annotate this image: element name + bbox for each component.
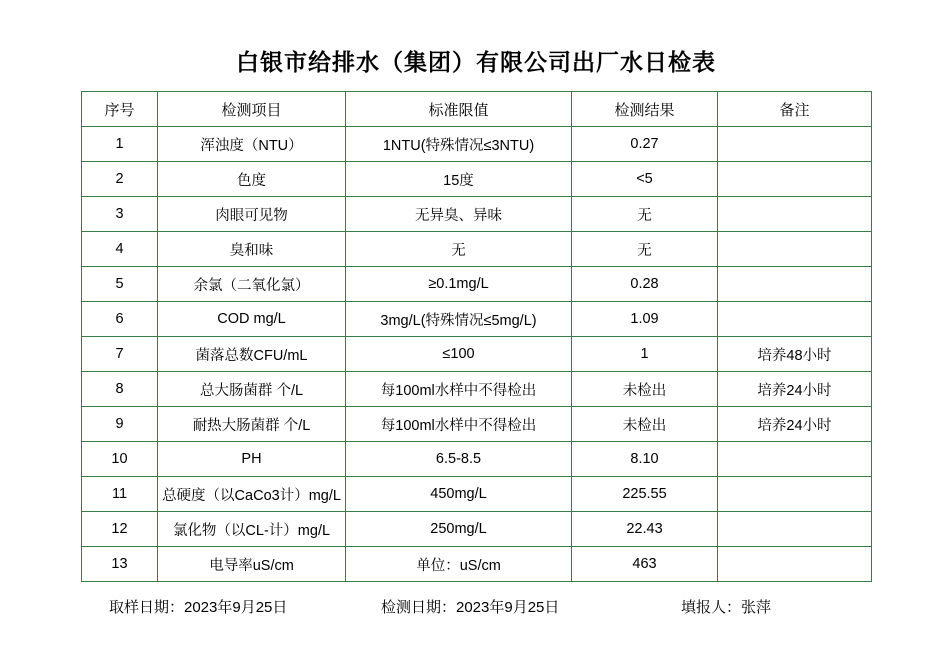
table-row (82, 372, 872, 407)
cell-std: 无异臭、异味 (346, 197, 572, 232)
cell-note: 培养24小时 (718, 407, 872, 442)
cell-std: 每100ml水样中不得检出 (346, 407, 572, 442)
cell-std: 450mg/L (346, 477, 572, 512)
cell-note (718, 232, 872, 267)
cell-result: <5 (572, 162, 718, 197)
table-header (82, 92, 872, 127)
table-row (82, 302, 872, 337)
cell-item: 总大肠菌群 个/L (158, 372, 346, 407)
cell-item: 总硬度（以CaCo3计）mg/L (158, 477, 346, 512)
sampling-date: 取样日期：2023年9月25日 (109, 599, 288, 616)
report-table-wrapper (81, 91, 871, 582)
cell-result: 无 (572, 197, 718, 232)
cell-std: 15度 (346, 162, 572, 197)
cell-result: 无 (572, 232, 718, 267)
cell-no: 11 (82, 477, 158, 512)
column-header-no: 序号 (82, 92, 158, 127)
cell-note: 培养48小时 (718, 337, 872, 372)
cell-result: 463 (572, 547, 718, 582)
table-row (82, 477, 872, 512)
cell-item: 色度 (158, 162, 346, 197)
cell-std: 1NTU(特殊情况≤3NTU) (346, 127, 572, 162)
table-row (82, 197, 872, 232)
cell-result: 0.28 (572, 267, 718, 302)
table-row (82, 407, 872, 442)
cell-no: 1 (82, 127, 158, 162)
cell-result: 8.10 (572, 442, 718, 477)
table-row (82, 162, 872, 197)
cell-no: 5 (82, 267, 158, 302)
cell-std: ≥0.1mg/L (346, 267, 572, 302)
column-header-result: 检测结果 (572, 92, 718, 127)
cell-note (718, 197, 872, 232)
cell-result: 22.43 (572, 512, 718, 547)
cell-note (718, 547, 872, 582)
cell-note (718, 477, 872, 512)
column-header-std: 标准限值 (346, 92, 572, 127)
cell-item: 电导率uS/cm (158, 547, 346, 582)
water-quality-table (81, 91, 872, 582)
footer-info (81, 582, 871, 617)
cell-std: 每100ml水样中不得检出 (346, 372, 572, 407)
cell-item: 菌落总数CFU/mL (158, 337, 346, 372)
cell-std: 6.5-8.5 (346, 442, 572, 477)
cell-no: 3 (82, 197, 158, 232)
table-row (82, 442, 872, 477)
column-header-note: 备注 (718, 92, 872, 127)
cell-item: 肉眼可见物 (158, 197, 346, 232)
table-row (82, 512, 872, 547)
cell-item: 氯化物（以CL-计）mg/L (158, 512, 346, 547)
cell-std: 3mg/L(特殊情况≤5mg/L) (346, 302, 572, 337)
cell-result: 1 (572, 337, 718, 372)
cell-result: 0.27 (572, 127, 718, 162)
cell-result: 1.09 (572, 302, 718, 337)
page-title: 白银市给排水（集团）有限公司出厂水日检表 (236, 50, 716, 75)
cell-note (718, 127, 872, 162)
table-body (82, 127, 872, 582)
table-row (82, 232, 872, 267)
column-header-item: 检测项目 (158, 92, 346, 127)
cell-item: COD mg/L (158, 302, 346, 337)
cell-no: 10 (82, 442, 158, 477)
test-date: 检测日期：2023年9月25日 (381, 599, 560, 616)
cell-note: 培养24小时 (718, 372, 872, 407)
cell-std: ≤100 (346, 337, 572, 372)
cell-no: 12 (82, 512, 158, 547)
cell-std: 无 (346, 232, 572, 267)
cell-no: 6 (82, 302, 158, 337)
cell-no: 2 (82, 162, 158, 197)
cell-result: 未检出 (572, 407, 718, 442)
cell-note (718, 162, 872, 197)
cell-item: 余氯（二氧化氯） (158, 267, 346, 302)
cell-note (718, 302, 872, 337)
cell-note (718, 442, 872, 477)
table-row (82, 127, 872, 162)
cell-no: 7 (82, 337, 158, 372)
cell-item: 浑浊度（NTU） (158, 127, 346, 162)
cell-std: 单位：uS/cm (346, 547, 572, 582)
cell-no: 9 (82, 407, 158, 442)
table-row (82, 547, 872, 582)
cell-no: 13 (82, 547, 158, 582)
cell-note (718, 512, 872, 547)
cell-item: 耐热大肠菌群 个/L (158, 407, 346, 442)
reporter-name: 填报人：张萍 (681, 599, 772, 616)
table-header-row (82, 92, 872, 127)
cell-no: 8 (82, 372, 158, 407)
table-row (82, 337, 872, 372)
cell-no: 4 (82, 232, 158, 267)
cell-result: 未检出 (572, 372, 718, 407)
cell-note (718, 267, 872, 302)
cell-result: 225.55 (572, 477, 718, 512)
cell-item: PH (158, 442, 346, 477)
cell-item: 臭和味 (158, 232, 346, 267)
cell-std: 250mg/L (346, 512, 572, 547)
table-row (82, 267, 872, 302)
